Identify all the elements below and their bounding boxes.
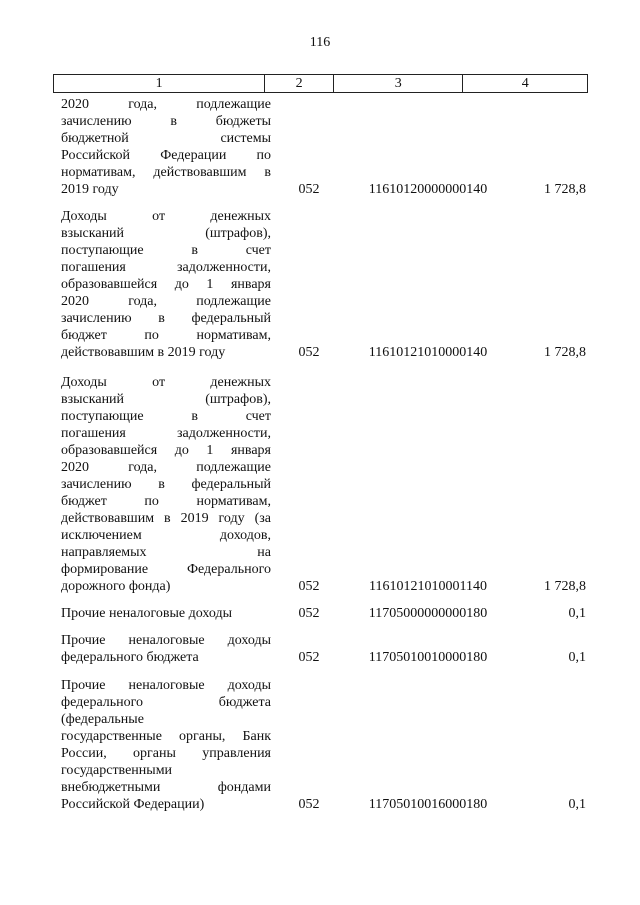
description-line: поступающие в счет [61, 243, 271, 258]
row-description [53, 96, 271, 198]
description-line: исключением доходов, [61, 528, 271, 543]
description-line: Российской Федерации) [61, 797, 205, 812]
description-line: Прочие неналоговые доходы [61, 633, 271, 648]
table-row [53, 96, 588, 198]
row-description [53, 605, 271, 622]
row-budget-code: 11610121010001140 [369, 579, 487, 594]
table-row [53, 632, 588, 666]
description-line: погашения задолженности, [61, 260, 271, 275]
description-line: (федеральные [61, 712, 144, 727]
description-line: 2020 года, подлежащие [61, 97, 271, 112]
description-line: дорожного фонда) [61, 579, 171, 594]
row-admin-code: 052 [298, 606, 320, 621]
table-header [53, 74, 588, 93]
description-line: взысканий (штрафов), [61, 392, 271, 407]
row-description [53, 632, 271, 666]
page-number: 116 [309, 35, 331, 50]
description-line: бюджет по нормативам, [61, 494, 271, 509]
row-description [53, 208, 271, 361]
row-budget-code: 11705010016000180 [368, 797, 488, 812]
description-line: образовавшейся до 1 января [61, 443, 271, 458]
description-line: Доходы от денежных [61, 209, 271, 224]
description-line: Российской Федерации по [61, 148, 271, 163]
row-amount: 1 728,8 [544, 579, 586, 594]
row-admin-code: 052 [298, 650, 320, 665]
header-col-3: 3 [334, 75, 464, 92]
header-col-1: 1 [54, 75, 265, 92]
header-col-2: 2 [265, 75, 334, 92]
row-description [53, 374, 271, 595]
description-line: федерального бюджета [61, 650, 199, 665]
row-admin-code: 052 [298, 797, 320, 812]
row-amount: 1 728,8 [544, 182, 586, 197]
row-amount: 0,1 [568, 650, 586, 665]
table-row [53, 605, 588, 622]
description-line: зачислению в федеральный [61, 477, 271, 492]
row-budget-code: 11705000000000180 [368, 606, 488, 621]
description-line: России, органы управления [61, 746, 271, 761]
description-line: федерального бюджета [61, 695, 271, 710]
description-line: образовавшейся до 1 января [61, 277, 271, 292]
description-line: 2020 года, подлежащие [61, 294, 271, 309]
description-line: Доходы от денежных [61, 375, 271, 390]
description-line: действовавшим в 2019 году (за [61, 511, 271, 526]
description-line: направляемых на [61, 545, 271, 560]
row-admin-code: 052 [298, 579, 320, 594]
row-amount: 0,1 [568, 606, 586, 621]
description-line: погашения задолженности, [61, 426, 271, 441]
description-line: государственные органы, Банк [61, 729, 271, 744]
table-row [53, 374, 588, 595]
description-line: нормативам, действовавшим в [61, 165, 271, 180]
description-line: зачислению в бюджеты [61, 114, 271, 129]
description-line: Прочие неналоговые доходы [61, 678, 271, 693]
description-line: Прочие неналоговые доходы [61, 606, 233, 621]
header-col-4: 4 [521, 75, 529, 91]
row-amount: 0,1 [568, 797, 586, 812]
description-line: государственными [61, 763, 173, 778]
description-line: поступающие в счет [61, 409, 271, 424]
description-line: бюджет по нормативам, [61, 328, 271, 343]
description-line: действовавшим в 2019 году [61, 345, 226, 360]
table-row [53, 677, 588, 813]
row-budget-code: 11610120000000140 [368, 182, 488, 197]
row-budget-code: 11610121010000140 [368, 345, 488, 360]
row-description [53, 677, 271, 813]
description-line: внебюджетными фондами [61, 780, 271, 795]
description-line: бюджетной системы [61, 131, 271, 146]
description-line: 2020 года, подлежащие [61, 460, 271, 475]
description-line: формирование Федерального [61, 562, 271, 577]
description-line: зачислению в федеральный [61, 311, 271, 326]
row-budget-code: 11705010010000180 [368, 650, 488, 665]
row-amount: 1 728,8 [544, 345, 586, 360]
description-line: взысканий (штрафов), [61, 226, 271, 241]
row-admin-code: 052 [298, 345, 320, 360]
description-line: 2019 году [61, 182, 119, 197]
row-admin-code: 052 [298, 182, 320, 197]
table-row [53, 208, 588, 361]
